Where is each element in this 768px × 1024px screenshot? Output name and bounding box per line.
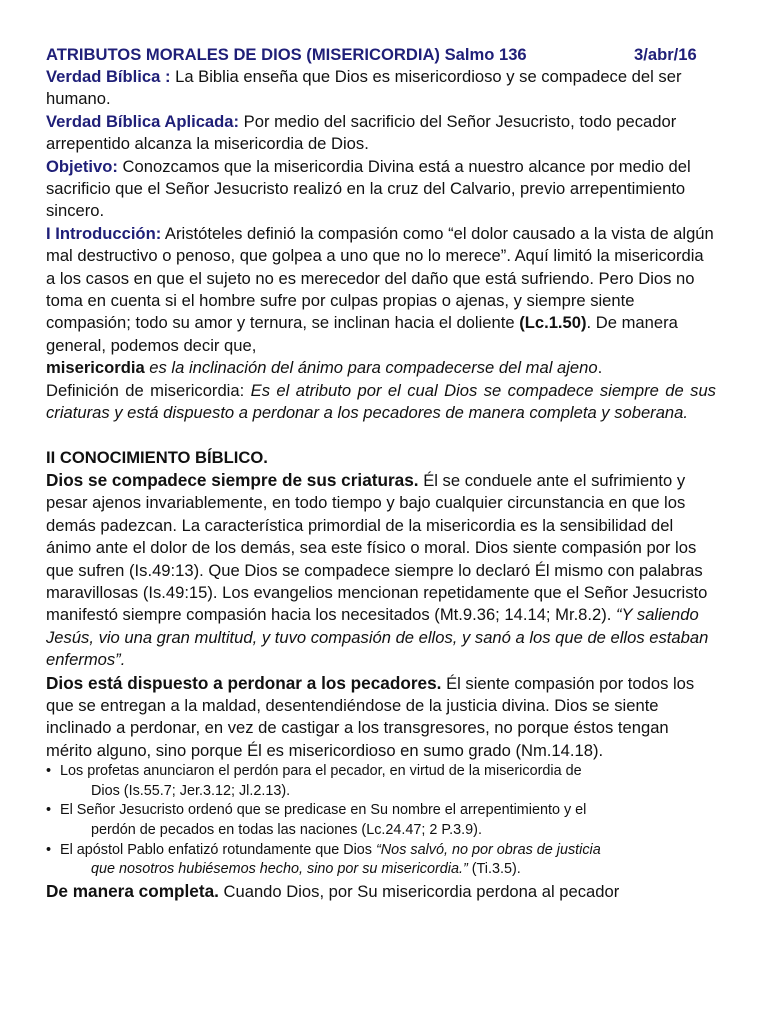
- completa-paragraph: [46, 880, 716, 903]
- perdonar-lead: Dios está dispuesto a perdonar a los pecadores.: [46, 672, 442, 693]
- perdonar-paragraph: [46, 672, 716, 763]
- introduccion-label: I Introducción:: [46, 223, 162, 243]
- bullet-line-1: El Señor Jesucristo ordenó que se predicase en Su nombre el arrepentimiento y el: [60, 802, 587, 819]
- bullet-icon: •: [46, 841, 52, 858]
- verdad-aplicada-text: Por medio del sacrificio del Señor Jesucristo, todo pecador arrepentido alcanza la misericordia de Dios.: [46, 111, 677, 154]
- compadece-text: Él se conduele ante el sufrimiento y pesar ajenos invariablemente, en todo tiempo y bajo cualquier circunstancia en que los demás padezcan. La característica primordial de la misericordia es la sensibilidad del ánimo ante el dolor de los demás, sea este físico o moral. Dios siente compasión por los que sufren (Is.49:13). Que Dios se compadece siempre lo declaró Él mismo con palabras maravillosas (Is.49:15). Los evangelios mencionan repetidamente que el Señor Jesucristo manifestó siempre compasión hacia los necesitados (Mt.9.36; 14.14; Mr.8.2).: [46, 470, 708, 625]
- compadece-quote: “Y saliendo Jesús, vio una gran multitud, y tuvo compasión de ellos, y sanó a los que de ellos estaban enfermos”.: [46, 605, 709, 670]
- document-page: [46, 44, 716, 903]
- completa-lead: De manera completa.: [46, 880, 219, 901]
- verdad-biblica-paragraph: [46, 66, 716, 111]
- compadece-lead: Dios se compadece siempre de sus criaturas.: [46, 469, 419, 490]
- verdad-biblica-label: Verdad Bíblica :: [46, 67, 171, 86]
- title-date: 3/abr/16: [634, 45, 697, 64]
- objetivo-text: Conozcamos que la misericordia Divina está a nuestro alcance por medio del sacrificio que el Señor Jesucristo realizó en la cruz del Calvario, previo arrepentimiento sincero.: [46, 156, 691, 221]
- verdad-aplicada-paragraph: [46, 111, 716, 156]
- verdad-aplicada-label: Verdad Bíblica Aplicada:: [46, 111, 240, 131]
- verdad-biblica-text: La Biblia enseña que Dios es misericordioso y se compadece del ser humano.: [46, 67, 682, 109]
- bullet-quote-2: que nosotros hubiésemos hecho, sino por su misericordia.”: [91, 861, 468, 878]
- title-text: ATRIBUTOS MORALES DE DIOS (MISERICORDIA) Salmo 136: [46, 45, 527, 64]
- objetivo-paragraph: [46, 156, 716, 223]
- bullet-line-1: Los profetas anunciaron el perdón para el pecador, en virtud de la misericordia de: [60, 763, 582, 780]
- bullet-line-2: Dios (Is.55.7; Jer.3.12; Jl.2.13).: [91, 782, 291, 799]
- section-heading: II CONOCIMIENTO BÍBLICO.: [46, 447, 268, 467]
- misericordia-word: misericordia: [46, 358, 145, 378]
- completa-text: Cuando Dios, por Su misericordia perdona al pecador: [218, 881, 620, 901]
- bullet-list: [46, 762, 716, 880]
- introduccion-end: .: [597, 358, 603, 378]
- introduccion-paragraph: [46, 223, 716, 380]
- document-title: [46, 44, 716, 66]
- definicion-text: Es el atributo por el cual Dios se compadece siempre de sus criaturas y está dispuesto a perdonar a los pecadores de manera completa y soberana.: [46, 380, 716, 423]
- misericordia-italic: es la inclinación del ánimo para compadecerse del mal ajeno: [144, 358, 598, 378]
- bullet-pre: El apóstol Pablo enfatizó rotundamente que Dios: [60, 841, 376, 858]
- bullet-line-2: perdón de pecados en todas las naciones (Lc.24.47; 2 P.3.9).: [91, 821, 482, 838]
- introduccion-text-2: . De manera general, podemos decir que,: [46, 313, 678, 355]
- compadece-paragraph: [46, 469, 716, 672]
- objetivo-label: Objetivo:: [46, 156, 118, 176]
- section-gap: [46, 425, 716, 447]
- perdonar-text: Él siente compasión por todos los que se entregan a la maldad, desentendiéndose de la justicia divina. Dios se siente inclinado a perdonar, en vez de castigar a los transgresores, no porque éstos tengan mérito alguno, sino porque Él es misericordioso en sumo grado (Nm.14.18).: [46, 673, 695, 760]
- list-item: [46, 762, 716, 801]
- introduccion-ref: (Lc.1.50): [519, 313, 587, 333]
- bullet-icon: •: [46, 763, 52, 780]
- bullet-quote-1: “Nos salvó, no por obras de justicia: [376, 841, 601, 858]
- list-item: [46, 841, 716, 880]
- bullet-ref: (Ti.3.5).: [467, 861, 521, 878]
- bullet-line-2: [60, 860, 716, 880]
- list-item: [46, 801, 716, 840]
- definicion-label: Definición de misericordia:: [46, 380, 251, 400]
- bullet-icon: •: [46, 802, 52, 819]
- introduccion-text: Aristóteles definió la compasión como “el dolor causado a la vista de algún mal destructivo o penoso, que golpea a uno que no lo merece”. Aquí limitó la misericordia a los casos en que el sujeto no es merecedor del daño que está sufriendo. Pero Dios no toma en cuenta si el hombre sufre por culpas propias o ajenas, y siempre siente compasión; todo su amor y ternura, se inclinan hacia el doliente: [46, 223, 714, 333]
- definicion-paragraph: [46, 380, 716, 425]
